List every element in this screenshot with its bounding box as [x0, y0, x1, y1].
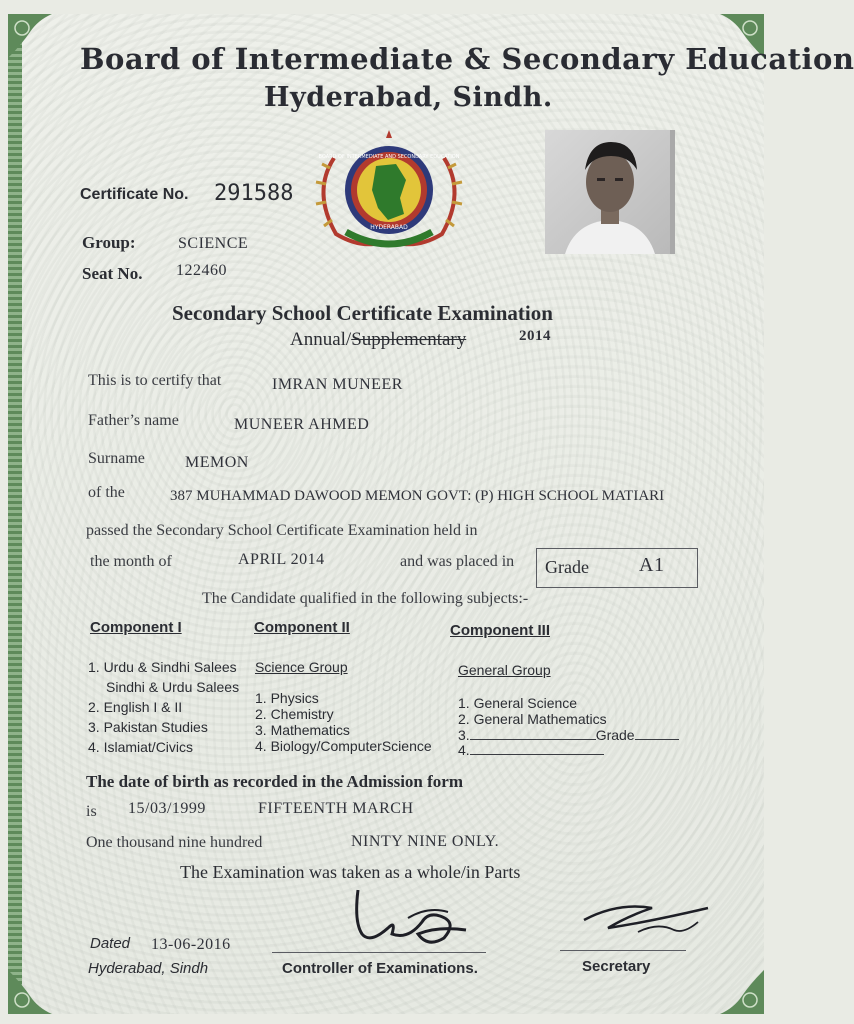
c2-item-4: 4. Biology/ComputerScience	[255, 738, 432, 754]
c3-item-3-number: 3.	[458, 727, 470, 743]
c1-item-3: 3. Pakistan Studies	[88, 719, 208, 735]
c3-item-3-blank	[470, 739, 596, 740]
left-border-ornament	[8, 14, 22, 1014]
corner-ornament-bottom-left	[8, 970, 52, 1014]
component-1-heading: Component I	[90, 619, 182, 636]
dob-date: 15/03/1999	[128, 800, 206, 817]
exam-session-struck: Supplementary	[351, 329, 467, 350]
dated-value: 13-06-2016	[151, 936, 231, 953]
secretary-signature	[578, 892, 718, 942]
secretary-label: Secretary	[582, 958, 651, 975]
c3-item-4-blank	[470, 754, 604, 755]
exam-title: Secondary School Certificate Examination	[172, 301, 553, 325]
dob-words-year: NINTY NINE ONLY.	[351, 833, 500, 850]
candidate-name: IMRAN MUNEER	[272, 376, 403, 393]
school-label: of the	[88, 484, 125, 501]
c3-item-3	[458, 727, 679, 743]
place-text: Hyderabad, Sindh	[88, 960, 209, 977]
c2-group: Science Group	[255, 659, 348, 675]
father-name: MUNEER AHMED	[234, 416, 370, 433]
certificate-document	[8, 14, 854, 1014]
exam-session	[290, 329, 466, 351]
c3-grade-label: Grade	[595, 727, 635, 743]
surname: MEMON	[185, 454, 249, 471]
seal-bottom-text: HYDERABAD	[370, 224, 408, 231]
seat-value: 122460	[176, 262, 227, 279]
certify-label: This is to certify that	[88, 372, 222, 389]
controller-label: Controller of Examinations.	[282, 960, 478, 977]
controller-signature-line	[272, 952, 486, 953]
seat-label: Seat No.	[82, 264, 143, 283]
dob-words-day-month: FIFTEENTH MARCH	[258, 800, 414, 817]
exam-year: 2014	[519, 328, 551, 344]
dob-is-label: is	[86, 803, 97, 820]
board-location: Hyderabad, Sindh.	[264, 82, 553, 113]
certificate-number-label: Certificate No.	[80, 186, 189, 203]
c3-group: General Group	[458, 662, 551, 678]
controller-signature	[348, 882, 478, 962]
c2-item-2: 2. Chemistry	[255, 706, 334, 722]
c2-item-3: 3. Mathematics	[255, 722, 350, 738]
secretary-signature-line	[560, 950, 686, 951]
c1-item-1b: Sindhi & Urdu Salees	[106, 679, 240, 695]
c1-item-2: 2. English I & II	[88, 699, 183, 715]
c3-item-4-number: 4.	[458, 742, 470, 758]
examination-mode: The Examination was taken as a whole/in Parts	[180, 862, 521, 882]
c3-grade-blank	[635, 739, 679, 740]
dob-thousand-label: One thousand nine hundred	[86, 834, 263, 851]
corner-ornament-top-left	[8, 14, 52, 58]
component-2-heading: Component II	[254, 619, 350, 636]
c3-item-1: 1. General Science	[458, 695, 578, 711]
month-label: the month of	[90, 553, 172, 570]
placed-label: and was placed in	[400, 553, 515, 570]
qualified-statement: The Candidate qualified in the following subjects:-	[202, 590, 529, 607]
surname-label: Surname	[88, 450, 145, 467]
passed-statement: passed the Secondary School Certificate Examination held in	[86, 522, 478, 539]
group-label: Group:	[82, 233, 136, 252]
month-value: APRIL 2014	[238, 551, 325, 568]
board-seal-emblem	[304, 128, 474, 254]
c2-item-1: 1. Physics	[255, 690, 319, 706]
school-name: 387 MUHAMMAD DAWOOD MEMON GOVT: (P) HIGH SCHOOL MATIARI	[170, 488, 665, 504]
grade-label: Grade	[545, 557, 589, 577]
candidate-photo	[545, 130, 675, 254]
c3-item-4	[458, 742, 604, 758]
c1-item-1: 1. Urdu & Sindhi Salees	[88, 659, 237, 675]
father-name-label: Father’s name	[88, 412, 179, 429]
dated-label: Dated	[90, 935, 131, 952]
board-title: Board of Intermediate & Secondary Education	[80, 42, 854, 76]
group-value: SCIENCE	[178, 235, 249, 252]
grade-value: A1	[639, 554, 665, 576]
corner-ornament-bottom-right	[720, 970, 764, 1014]
c1-item-4: 4. Islamiat/Civics	[88, 739, 194, 755]
grade-box	[536, 548, 698, 588]
dob-heading: The date of birth as recorded in the Admission form	[86, 772, 463, 791]
seal-ring-text: BOARD OF INTERMEDIATE AND SECONDARY EDUCATION	[318, 154, 460, 160]
component-3-heading: Component III	[450, 622, 550, 639]
exam-session-prefix: Annual/	[290, 329, 352, 350]
c3-item-2: 2. General Mathematics	[458, 711, 607, 727]
certificate-number: 291588	[214, 181, 294, 206]
